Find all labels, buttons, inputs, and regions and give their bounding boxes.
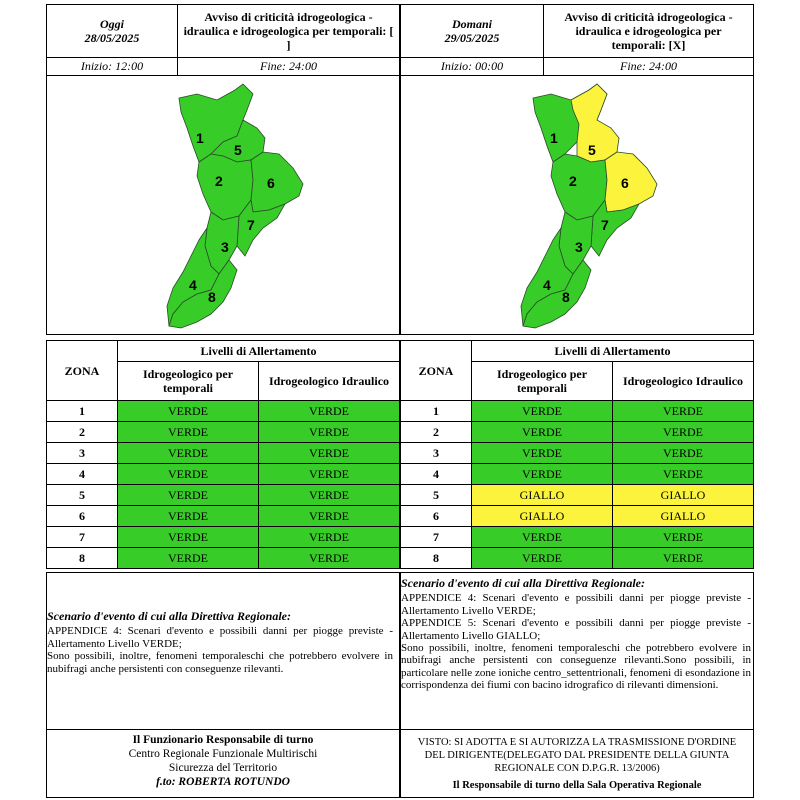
today-sig-line1: Il Funzionario Responsabile di turno bbox=[132, 734, 314, 746]
today-zone-number: 2 bbox=[47, 422, 118, 443]
svg-text:8: 8 bbox=[562, 289, 570, 305]
svg-text:4: 4 bbox=[543, 277, 551, 293]
today-start: Inizio: 12:00 bbox=[47, 58, 178, 76]
today-scenario-line-2: Sono possibili, inoltre, fenomeni temporaleschi che potrebbero evolvere in nubifragi anche persistenti con conseguenze rilevanti. bbox=[47, 650, 393, 675]
tomorrow-levels-header: Livelli di Allertamento bbox=[472, 341, 754, 362]
svg-text:7: 7 bbox=[247, 217, 255, 233]
tomorrow-idra-header: Idrogeologico Idraulico bbox=[613, 362, 754, 401]
tomorrow-zone-number: 7 bbox=[401, 527, 472, 548]
today-zone-idra-level: VERDE bbox=[259, 443, 400, 464]
today-zone-row bbox=[47, 401, 400, 422]
tomorrow-title: Avviso di criticità idrogeologica - idraulica e idrogeologica per temporali: [X] bbox=[544, 5, 754, 58]
tomorrow-start: Inizio: 00:00 bbox=[401, 58, 544, 76]
today-bulletin bbox=[46, 4, 400, 798]
tomorrow-zone-temp-level: VERDE bbox=[472, 527, 613, 548]
today-zone-number: 5 bbox=[47, 485, 118, 506]
today-zone-number: 7 bbox=[47, 527, 118, 548]
tomorrow-signature bbox=[400, 730, 754, 798]
svg-text:7: 7 bbox=[601, 217, 609, 233]
today-zone-temp-level: VERDE bbox=[118, 401, 259, 422]
tomorrow-zone-temp-level: GIALLO bbox=[472, 506, 613, 527]
today-temp-header: Idrogeologico per temporali bbox=[118, 362, 259, 401]
today-zone-number: 1 bbox=[47, 401, 118, 422]
tomorrow-zone-number: 1 bbox=[401, 401, 472, 422]
tomorrow-zone-idra-level: VERDE bbox=[613, 443, 754, 464]
tomorrow-zone-row bbox=[401, 527, 754, 548]
tomorrow-zone-idra-level: VERDE bbox=[613, 401, 754, 422]
svg-text:1: 1 bbox=[550, 130, 558, 146]
today-map bbox=[46, 76, 400, 335]
tomorrow-scenario-line-2: APPENDICE 5: Scenari d'evento e possibili danni per piogge previste - Allertamento Livello GIALLO; bbox=[401, 617, 751, 642]
tomorrow-zone-idra-level: VERDE bbox=[613, 527, 754, 548]
svg-text:5: 5 bbox=[588, 142, 596, 158]
svg-text:2: 2 bbox=[569, 173, 577, 189]
today-scenario-title: Scenario d'evento di cui alla Direttiva Regionale: bbox=[47, 609, 291, 623]
tomorrow-zone-idra-level: VERDE bbox=[613, 548, 754, 569]
tomorrow-calabria-map bbox=[401, 76, 753, 334]
tomorrow-sig-line1: VISTO: SI ADOTTA E SI AUTORIZZA LA TRASMISSIONE D'ORDINE DEL DIRIGENTE(DELEGATO DAL PRESIDENTE DELLA GIUNTA REGIONALE CON D.P.G.R. 13/2006) bbox=[417, 737, 737, 774]
today-sig-line3: Sicurezza del Territorio bbox=[168, 762, 278, 774]
today-levels-table bbox=[46, 340, 400, 569]
tomorrow-header bbox=[400, 4, 754, 58]
today-date: 28/05/2025 bbox=[84, 31, 140, 45]
tomorrow-zone-row bbox=[401, 443, 754, 464]
today-zone-idra-level: VERDE bbox=[259, 527, 400, 548]
tomorrow-zone-number: 6 bbox=[401, 506, 472, 527]
svg-text:6: 6 bbox=[267, 175, 275, 191]
today-scenario-line-1: APPENDICE 4: Scenari d'evento e possibili danni per piogge previste - Allertamento Livello VERDE; bbox=[47, 625, 393, 650]
svg-text:8: 8 bbox=[208, 289, 216, 305]
today-zone-number: 8 bbox=[47, 548, 118, 569]
today-zone-row bbox=[47, 506, 400, 527]
tomorrow-zone-row bbox=[401, 548, 754, 569]
tomorrow-date: 29/05/2025 bbox=[444, 31, 500, 45]
tomorrow-zona-header: ZONA bbox=[401, 341, 472, 401]
today-zone-temp-level: VERDE bbox=[118, 506, 259, 527]
tomorrow-zone-number: 8 bbox=[401, 548, 472, 569]
today-zone-number: 6 bbox=[47, 506, 118, 527]
today-zone-idra-level: VERDE bbox=[259, 422, 400, 443]
svg-text:1: 1 bbox=[196, 130, 204, 146]
tomorrow-zone-idra-level: GIALLO bbox=[613, 485, 754, 506]
today-zone-number: 3 bbox=[47, 443, 118, 464]
today-zone-row bbox=[47, 464, 400, 485]
today-zone-number: 4 bbox=[47, 464, 118, 485]
tomorrow-day-label: Domani bbox=[451, 17, 492, 31]
tomorrow-zone-idra-level: VERDE bbox=[613, 464, 754, 485]
svg-text:5: 5 bbox=[234, 142, 242, 158]
tomorrow-zone-row bbox=[401, 464, 754, 485]
tomorrow-bulletin bbox=[400, 4, 754, 798]
today-levels-header: Livelli di Allertamento bbox=[118, 341, 400, 362]
today-zone-row bbox=[47, 548, 400, 569]
today-title: Avviso di criticità idrogeologica - idraulica e idrogeologica per temporali: [ ] bbox=[178, 5, 400, 58]
today-header bbox=[46, 4, 400, 58]
today-zone-temp-level: VERDE bbox=[118, 548, 259, 569]
tomorrow-zone-temp-level: VERDE bbox=[472, 422, 613, 443]
tomorrow-times bbox=[400, 58, 754, 76]
tomorrow-end: Fine: 24:00 bbox=[544, 58, 754, 76]
today-sig-line2: Centro Regionale Funzionale Multirischi bbox=[128, 748, 318, 760]
today-end: Fine: 24:00 bbox=[178, 58, 400, 76]
today-zone-row bbox=[47, 422, 400, 443]
tomorrow-zone-row bbox=[401, 506, 754, 527]
today-zone-row bbox=[47, 527, 400, 548]
today-zone-idra-level: VERDE bbox=[259, 464, 400, 485]
tomorrow-zone-temp-level: GIALLO bbox=[472, 485, 613, 506]
today-calabria-map bbox=[47, 76, 399, 334]
tomorrow-sig-line2: Il Responsabile di turno della Sala Operativa Regionale bbox=[452, 780, 702, 791]
today-zone-temp-level: VERDE bbox=[118, 485, 259, 506]
today-zone-row bbox=[47, 443, 400, 464]
svg-text:3: 3 bbox=[575, 239, 583, 255]
tomorrow-zone-idra-level: VERDE bbox=[613, 422, 754, 443]
today-zone-idra-level: VERDE bbox=[259, 506, 400, 527]
today-idra-header: Idrogeologico Idraulico bbox=[259, 362, 400, 401]
tomorrow-zone-number: 5 bbox=[401, 485, 472, 506]
tomorrow-zone-number: 3 bbox=[401, 443, 472, 464]
tomorrow-zone-idra-level: GIALLO bbox=[613, 506, 754, 527]
svg-text:6: 6 bbox=[621, 175, 629, 191]
tomorrow-zone-temp-level: VERDE bbox=[472, 464, 613, 485]
today-zone-idra-level: VERDE bbox=[259, 548, 400, 569]
today-signature bbox=[46, 730, 400, 798]
today-zone-temp-level: VERDE bbox=[118, 422, 259, 443]
tomorrow-scenario-line-3: Sono possibili, inoltre, fenomeni temporaleschi che potrebbero evolvere in nubifragi anche persistenti con conseguenze rilevanti.Sono possibili, in particolare nelle zone ioniche centro_settentrionali, fenomeni di esondazione in corrispondenza dei fiumi con bacino idrografico di rilevanti dimensioni. bbox=[401, 642, 751, 692]
tomorrow-levels-table bbox=[400, 340, 754, 569]
svg-text:4: 4 bbox=[189, 277, 197, 293]
tomorrow-scenario-title: Scenario d'evento di cui alla Direttiva Regionale: bbox=[401, 576, 645, 590]
today-zone-temp-level: VERDE bbox=[118, 443, 259, 464]
today-times bbox=[46, 58, 400, 76]
today-scenario bbox=[46, 572, 400, 730]
svg-text:2: 2 bbox=[215, 173, 223, 189]
tomorrow-map bbox=[400, 76, 754, 335]
today-zone-row bbox=[47, 485, 400, 506]
tomorrow-scenario bbox=[400, 572, 754, 730]
tomorrow-zone-number: 4 bbox=[401, 464, 472, 485]
tomorrow-zone-temp-level: VERDE bbox=[472, 548, 613, 569]
tomorrow-zone-row bbox=[401, 401, 754, 422]
tomorrow-zone-temp-level: VERDE bbox=[472, 401, 613, 422]
today-zone-6 bbox=[251, 152, 303, 212]
today-zone-temp-level: VERDE bbox=[118, 464, 259, 485]
today-zone-idra-level: VERDE bbox=[259, 485, 400, 506]
tomorrow-temp-header: Idrogeologico per temporali bbox=[472, 362, 613, 401]
today-zone-idra-level: VERDE bbox=[259, 401, 400, 422]
svg-text:3: 3 bbox=[221, 239, 229, 255]
tomorrow-zone-row bbox=[401, 485, 754, 506]
tomorrow-zone-temp-level: VERDE bbox=[472, 443, 613, 464]
today-day-label: Oggi bbox=[100, 17, 124, 31]
today-sig-line4: f.to: ROBERTA ROTUNDO bbox=[156, 776, 290, 788]
today-zona-header: ZONA bbox=[47, 341, 118, 401]
tomorrow-scenario-line-1: APPENDICE 4: Scenari d'evento e possibili danni per piogge previste - Allertamento Livello VERDE; bbox=[401, 592, 751, 617]
tomorrow-zone-row bbox=[401, 422, 754, 443]
tomorrow-zone-6 bbox=[605, 152, 657, 212]
tomorrow-zone-number: 2 bbox=[401, 422, 472, 443]
today-zone-temp-level: VERDE bbox=[118, 527, 259, 548]
